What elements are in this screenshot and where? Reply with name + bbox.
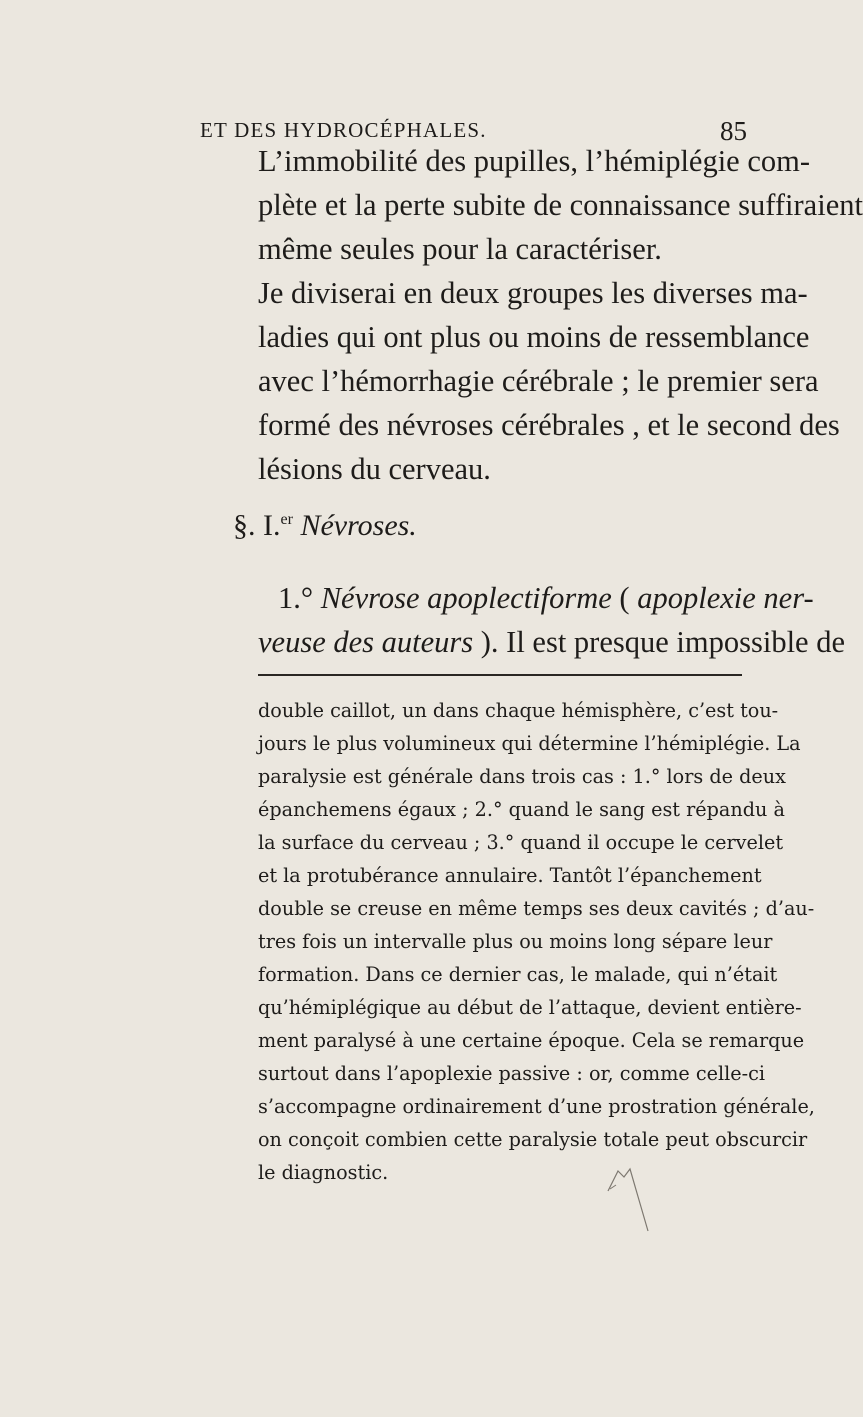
body-line: formé des névroses cérébrales , et le second des [258,408,840,442]
subsection-number: 1.° [278,581,314,615]
footnote-line: on conçoit combien cette paralysie totale peut obscurcir [258,1128,808,1151]
footnote-line: double se creuse en même temps ses deux cavités ; d’au- [258,897,815,920]
footnote-line: ment paralysé à une certaine époque. Cela se remarque [258,1029,805,1052]
footnote-line: et la protubérance annulaire. Tantôt l’épanchement [258,864,762,887]
body-line: même seules pour la caractériser. [258,232,662,266]
body-line: avec l’hémorrhagie cérébrale ; le premier sera [258,364,819,398]
footnote-line: surtout dans l’apoplexie passive : or, comme celle-ci [258,1062,765,1085]
section-title: Névroses. [300,509,417,542]
body-line: ladies qui ont plus ou moins de ressemblance [258,320,810,354]
subsection-text: ). Il est presque impossible de [480,625,845,659]
section-mark: §. I. [233,509,281,542]
section-mark-sup: er [280,511,293,528]
printer-mark-icon [602,1167,650,1235]
body-line: lésions du cerveau. [258,452,491,486]
body-line: Je diviserai en deux groupes les diverses ma- [258,276,808,310]
subsection-alt-title-cont: veuse des auteurs [258,625,474,659]
footnote-line: la surface du cerveau ; 3.° quand il occupe le cervelet [258,831,784,854]
footnote-line: s’accompagne ordinairement d’une prostration générale, [258,1095,815,1118]
page-number: 85 [720,116,747,146]
subsection-alt-title: apoplexie ner- [637,581,814,615]
footnote-line: jours le plus volumineux qui détermine l’hémiplégie. La [258,732,801,755]
paren-open: ( [619,581,630,615]
footnote-line: double caillot, un dans chaque hémisphère, c’est tou- [258,699,779,722]
subsection-line-2 [258,627,845,658]
page-header [0,116,801,146]
footnote-line: paralysie est générale dans trois cas : 1.° lors de deux [258,765,786,788]
footnote-line: qu’hémiplégique au début de l’attaque, devient entière- [258,996,802,1019]
body-line: L’immobilité des pupilles, l’hémiplégie com- [258,144,811,178]
footnote-line: le diagnostic. [258,1161,389,1184]
section-heading [233,509,417,543]
footnote-rule [258,674,742,676]
footnote-line: épanchemens égaux ; 2.° quand le sang est répandu à [258,798,785,821]
footnote-line: formation. Dans ce dernier cas, le malade, qui n’était [258,963,778,986]
running-head: ET DES HYDROCÉPHALES. [200,118,487,142]
subsection-line-1 [278,583,814,614]
footnote-line: tres fois un intervalle plus ou moins long sépare leur [258,930,773,953]
body-line: plète et la perte subite de connaissance suffiraient [258,188,863,222]
subsection-title: Névrose apoplectiforme [320,581,612,615]
